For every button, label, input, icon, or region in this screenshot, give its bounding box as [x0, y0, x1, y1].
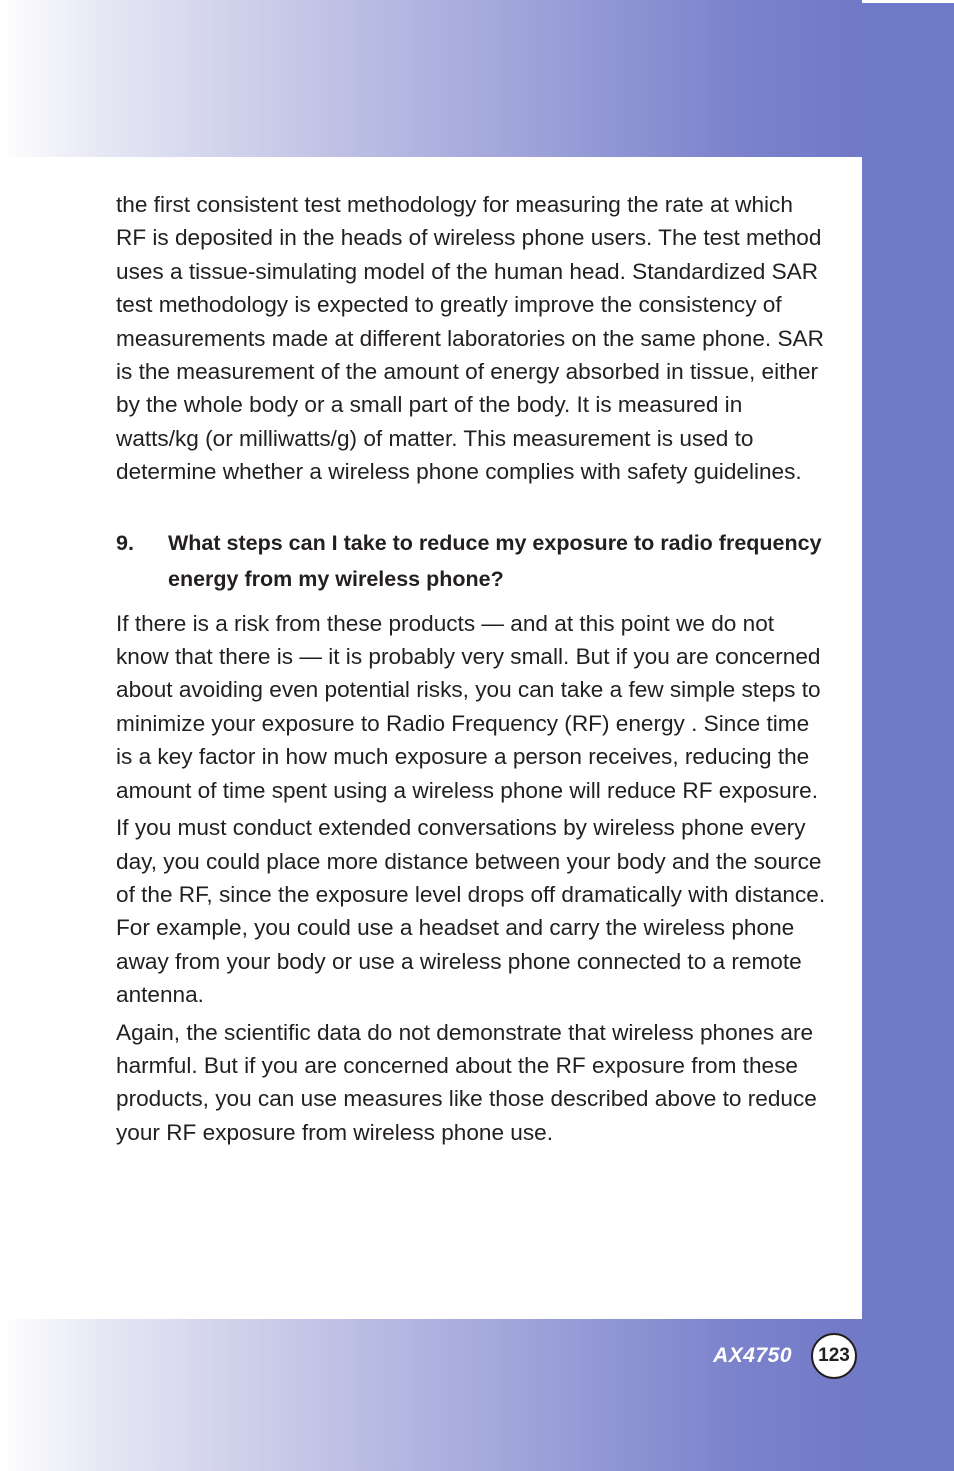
intro-paragraph: the first consistent test methodology for measuring the rate at which RF is deposited in the heads of wireless phone users. The test method uses a tissue-simulating model of the human head. Standardized SAR test methodology is expected to greatly improve the consistency of measurements made at different laboratories on the same phone. SAR is the measurement of the amount of energy absorbed in tissue, either by the whole body or a small part of the body. It is measured in watts/kg (or milliwatts/g) of matter. This measurement is used to determine whether a wireless phone complies with safety guidelines.	[116, 192, 824, 485]
footer-gradient-band	[0, 1319, 862, 1471]
question-heading	[116, 525, 828, 597]
page-number: 123	[818, 1345, 850, 1366]
page-number-badge	[811, 1333, 857, 1379]
answer-paragraph-3: Again, the scientific data do not demonstrate that wireless phones are harmful. But if you are concerned about the RF exposure from these products, you can use measures like those described above to reduce your RF exposure from wireless phone use.	[116, 1019, 817, 1145]
answer-paragraph-2: If you must conduct extended conversations by wireless phone every day, you could place more distance between your body and the source of the RF, since the exposure level drops off dramatically with distance. For example, you could use a headset and carry the wireless phone away from your body or use a wireless phone connected to a remote antenna.	[116, 815, 826, 1008]
page-content	[116, 188, 828, 1153]
question-number: 9.	[116, 530, 134, 555]
right-side-band	[862, 3, 954, 1471]
header-gradient-band	[0, 0, 862, 157]
answer-paragraph-1: If there is a risk from these products — and at this point we do not know that there is — it is probably very small. But if you are concerned about avoiding even potential risks, you can take a few simple steps to minimize your exposure to Radio Frequency (RF) energy . Since time is a key factor in how much exposure a person receives, reducing the amount of time spent using a wireless phone will reduce RF exposure.	[116, 610, 821, 803]
model-name: AX4750	[713, 1344, 792, 1367]
question-text: What steps can I take to reduce my exposure to radio frequency energy from my wireless phone?	[168, 530, 822, 591]
